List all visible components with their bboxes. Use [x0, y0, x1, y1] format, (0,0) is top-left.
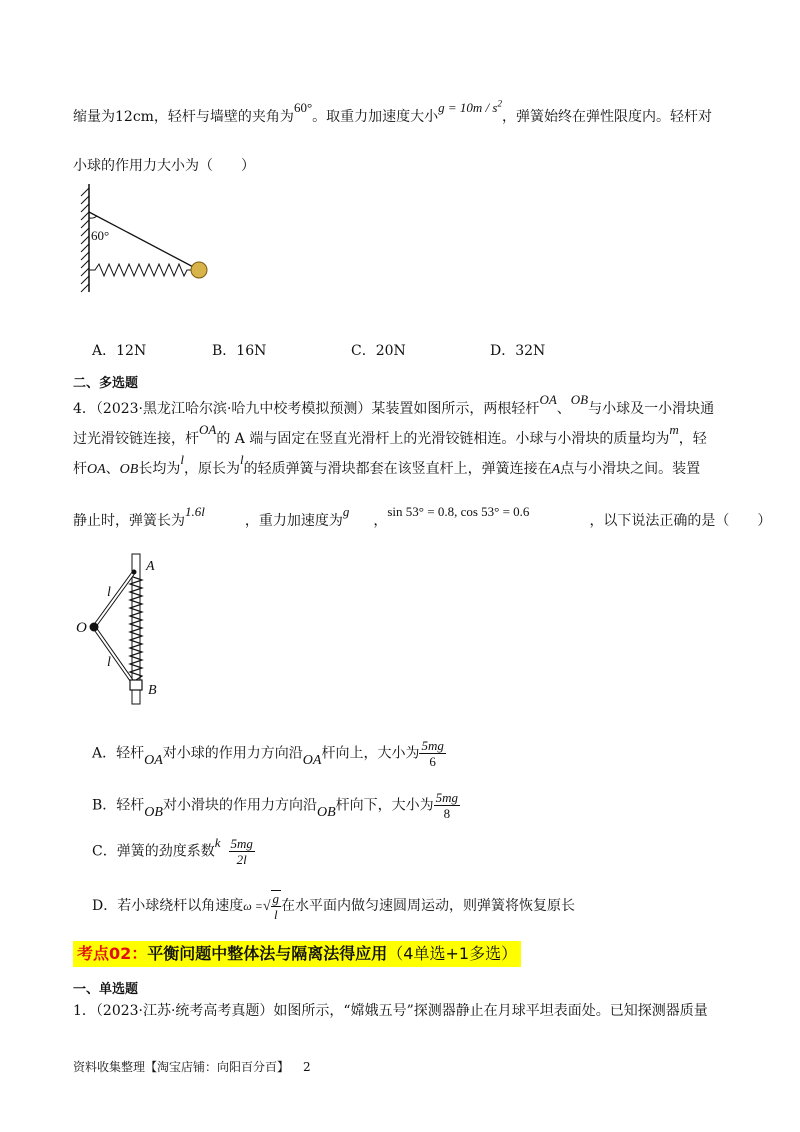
q4-option-b[interactable]: B．轻杆OB对小滑块的作用力方向沿OB杆向下，大小为 $\frac{5mg}{8}$	[92, 790, 459, 821]
g-value: $g = 10m / s^2$	[438, 98, 502, 115]
section-title-multi: 二、多选题	[73, 376, 139, 391]
q3-text-line2: 小球的作用力大小为（ ）	[73, 158, 255, 174]
q3-option-a[interactable]: A．12N	[92, 343, 147, 359]
label-l-bottom: l	[107, 655, 111, 670]
section-title-single: 一、单选题	[73, 982, 139, 997]
q3-option-d[interactable]: D．32N	[490, 343, 546, 359]
q3-wall-rod-spring-figure	[75, 178, 225, 298]
topic-heading: 考点02：平衡问题中整体法与隔离法得应用（4单选+1多选）	[73, 941, 521, 967]
q4-text-line1: 4．（2023·黑龙江哈尔滨·哈九中校考模拟预测）某装置如图所示，两根轻杆OA、OB与小球及一小滑块通	[73, 392, 715, 417]
q3-text-line1: 缩量为12cm，轻杆与墙壁的夹角为60°。取重力加速度大小$g = 10m / s^2$，弹簧始终在弹性限度内。轻杆对	[73, 98, 712, 125]
angle-value: 60°	[293, 100, 313, 115]
q4-text-line3: 杆OA、OB长均为l，原长为l的轻质弹簧与滑块都套在该竖直杆上，弹簧连接在A点与小滑块之间。装置	[73, 452, 701, 477]
q1-text-line1: 1．（2023·江苏·统考高考真题）如图所示，“嫦娥五号”探测器静止在月球平坦表面处。已知探测器质量	[73, 1003, 708, 1019]
q4-rod-spring-figure	[72, 548, 172, 708]
q4-option-a[interactable]: A．轻杆OA对小球的作用力方向沿OA杆向上，大小为 $\frac{5mg}{6}$	[92, 738, 444, 769]
figure-angle-label: 60°	[91, 228, 110, 243]
page-number: 2	[303, 1060, 311, 1074]
label-l-top: l	[107, 585, 111, 600]
q3-option-c[interactable]: C．20N	[351, 343, 406, 359]
q4-text-line2: 过光滑铰链连接，杆OA的 A 端与固定在竖直光滑杆上的光滑铰链相连。小球与小滑块的质量均为m，轻	[73, 422, 707, 447]
label-A: A	[146, 559, 155, 574]
q4-option-c[interactable]: C．弹簧的劲度系数k $\frac{5mg}{2l}$	[92, 834, 253, 867]
q4-option-d[interactable]: D．若小球绕杆以角速度ω =√ $\frac{g}{l}$ 在水平面内做匀速圆周运动，则弹簧将恢复原长	[92, 891, 575, 922]
q4-text-line4: 静止时，弹簧长为1.6l，重力加速度为g，sin 53° = 0.8, cos 53° = 0.6，以下说法正确的是（ ）	[73, 504, 772, 529]
label-B: B	[148, 683, 157, 698]
label-O: O	[76, 620, 87, 636]
page-footer: 资料收集整理【淘宝店铺：向阳百分百】 2	[73, 1060, 311, 1074]
q3-option-b[interactable]: B．16N	[212, 343, 267, 359]
